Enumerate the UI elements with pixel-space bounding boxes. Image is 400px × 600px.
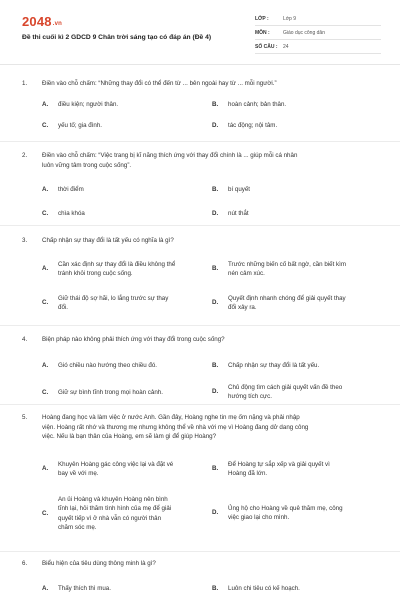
option-text xyxy=(58,294,212,313)
option-text: Gió chiều nào hướng theo chiều đó. xyxy=(58,361,158,369)
option-letter: B. xyxy=(212,265,219,273)
option-letter: D. xyxy=(212,299,219,307)
question-line: Hoàng đang học và làm việc ở nước Anh. Gần đây, Hoàng nghe tin mẹ ốm nặng và phải nhập xyxy=(42,414,300,421)
question-divider xyxy=(0,141,400,142)
option-line: bay về với mẹ. xyxy=(58,470,99,477)
option-text xyxy=(228,504,382,523)
option-text: bí quyết xyxy=(228,186,251,193)
question-4 xyxy=(22,335,382,400)
option-text xyxy=(228,460,382,479)
question-text xyxy=(22,413,382,442)
logo-suffix: .vn xyxy=(52,21,63,27)
option-text: điều kiện; người thân. xyxy=(58,100,119,108)
option-text: Giữ sự bình tĩnh trong mọi hoàn cảnh. xyxy=(58,388,163,396)
option-c[interactable] xyxy=(42,294,212,313)
option-d[interactable] xyxy=(212,121,382,131)
option-letter: C. xyxy=(42,388,49,396)
option-line: Trước những biến cố bất ngờ, cần biết kìm xyxy=(228,260,346,268)
option-a[interactable] xyxy=(42,361,212,371)
option-b[interactable] xyxy=(212,260,382,279)
option-text xyxy=(58,495,212,533)
question-number: 5. xyxy=(22,414,28,421)
question-3 xyxy=(22,236,382,311)
question-line: việc. Nếu là bạn thân của Hoàng, em sẽ làm gì để giúp Hoàng? xyxy=(42,433,217,440)
option-line: Quyết định nhanh chóng để giải quyết thay xyxy=(228,294,346,302)
meta-label: LỚP : xyxy=(255,15,269,22)
option-letter: A. xyxy=(42,265,49,273)
option-letter: B. xyxy=(212,361,219,369)
option-line: Chủ động tìm cách giải quyết vấn đề theo xyxy=(228,383,343,391)
exam-meta-box xyxy=(255,12,381,54)
question-6 xyxy=(22,559,382,592)
question-number: 4. xyxy=(22,336,28,343)
option-text xyxy=(58,260,212,279)
option-c[interactable] xyxy=(42,121,202,131)
option-d[interactable] xyxy=(212,294,382,313)
option-line: đổi. xyxy=(58,304,68,311)
option-text: yếu tố; gia đình. xyxy=(58,121,103,129)
option-text: Chấp nhận sự thay đổi là tất yếu. xyxy=(228,361,320,369)
question-divider xyxy=(0,551,400,552)
question-number: 1. xyxy=(22,80,28,87)
option-line: tránh khỏi trong cuộc sống. xyxy=(58,270,133,277)
logo-text: 2048 xyxy=(22,14,52,29)
meta-row-class xyxy=(255,12,381,26)
page-header xyxy=(0,0,400,64)
option-line: An ủi Hoàng và khuyên Hoàng nên bình xyxy=(58,495,168,503)
option-d[interactable] xyxy=(212,504,382,523)
meta-value: Giáo dục công dân xyxy=(283,29,325,36)
question-divider xyxy=(0,404,400,405)
option-a[interactable] xyxy=(42,100,202,110)
option-text: hoàn cảnh; bản thân. xyxy=(228,100,287,108)
option-text: Thấy thích thì mua. xyxy=(58,584,111,592)
option-line: đổi xảy ra. xyxy=(228,304,257,311)
question-text xyxy=(22,151,382,170)
option-letter: A. xyxy=(42,465,49,473)
option-text: nút thắt xyxy=(228,210,249,217)
option-text xyxy=(58,460,212,479)
option-line: việc giao lại cho mình. xyxy=(228,514,290,521)
question-line: Biện pháp nào không phải thích ứng với thay đổi trong cuộc sống? xyxy=(42,336,225,343)
question-line: viện. Hoàng rất nhớ và thương mẹ nhưng không thể về nhà với mẹ vì Hoàng đang dở dang công xyxy=(42,423,309,431)
question-number: 3. xyxy=(22,237,28,244)
option-letter: A. xyxy=(42,100,49,108)
option-line: nén cảm xúc. xyxy=(228,270,265,277)
option-c[interactable] xyxy=(42,209,202,219)
question-5 xyxy=(22,413,382,531)
option-line: Giữ thái độ sợ hãi, lo lắng trước sự thay xyxy=(58,294,169,302)
question-2 xyxy=(22,151,382,217)
option-letter: B. xyxy=(212,584,219,592)
site-logo[interactable] xyxy=(22,14,62,29)
option-b[interactable] xyxy=(212,361,382,371)
meta-value: Lớp 9 xyxy=(283,15,297,22)
option-line: Để Hoàng tự sắp xếp và giải quyết vì xyxy=(228,460,330,468)
meta-row-subject xyxy=(255,26,381,40)
question-line: Điền vào chỗ chấm: “Việc trang bị kĩ năng thích ứng với thay đổi chính là ... giúp mỗi cá nhân xyxy=(42,152,298,159)
meta-label: SỐ CÂU : xyxy=(255,43,278,50)
question-line: Chấp nhận sự thay đổi là tất yếu có nghĩa là gì? xyxy=(42,237,174,244)
option-a[interactable] xyxy=(42,460,212,479)
question-line: Điền vào chỗ chấm: “Những thay đổi có thể đến từ ... bên ngoài hay từ ... mỗi người.” xyxy=(42,80,277,87)
meta-value: 24 xyxy=(283,43,289,50)
option-letter: B. xyxy=(212,186,219,193)
meta-label: MÔN : xyxy=(255,29,270,36)
option-b[interactable] xyxy=(212,100,382,110)
option-letter: C. xyxy=(42,299,49,307)
option-line: chăm sóc mẹ. xyxy=(58,524,97,531)
option-c[interactable] xyxy=(42,495,212,533)
option-line: Cần xác định sự thay đổi là điều không thể xyxy=(58,260,176,268)
option-b[interactable] xyxy=(212,185,382,195)
option-letter: A. xyxy=(42,584,49,592)
option-letter: C. xyxy=(42,121,49,129)
option-line: hướng tích cực. xyxy=(228,393,272,400)
option-letter: D. xyxy=(212,388,219,396)
exam-title: Đề thi cuối kì 2 GDCD 9 Chân trời sáng tạo có đáp án (Đề 4) xyxy=(22,34,212,41)
option-text xyxy=(228,294,382,313)
question-text xyxy=(22,79,382,89)
option-a[interactable] xyxy=(42,185,202,195)
question-number: 6. xyxy=(22,560,28,567)
header-divider xyxy=(0,64,400,65)
option-text: chìa khóa xyxy=(58,210,85,217)
option-a[interactable] xyxy=(42,584,212,594)
option-letter: D. xyxy=(212,121,219,129)
question-text xyxy=(22,236,382,246)
question-1 xyxy=(22,79,382,129)
option-letter: C. xyxy=(42,210,49,217)
question-line: Biểu hiện của tiêu dùng thông minh là gì? xyxy=(42,560,156,567)
option-d[interactable] xyxy=(212,383,382,402)
option-letter: D. xyxy=(212,210,219,217)
question-line: luôn vững tâm trong cuộc sống”. xyxy=(42,161,132,169)
option-text xyxy=(228,383,382,402)
question-text xyxy=(22,559,382,569)
option-b[interactable] xyxy=(212,460,382,479)
option-b[interactable] xyxy=(212,584,382,594)
option-line: Hoàng đã lớn. xyxy=(228,470,268,477)
option-text: thời điểm xyxy=(58,186,84,193)
question-divider xyxy=(0,325,400,326)
option-text: Luôn chi tiêu có kế hoạch. xyxy=(228,584,300,592)
option-line: tĩnh lại, hỏi thăm tình hình của mẹ để giải xyxy=(58,505,172,512)
option-letter: A. xyxy=(42,186,49,193)
option-line: Khuyên Hoàng gác công việc lại và đặt vé xyxy=(58,460,174,468)
option-line: Ủng hộ cho Hoàng về quê thăm mẹ, công xyxy=(228,504,343,512)
option-text xyxy=(228,260,382,279)
option-letter: A. xyxy=(42,361,49,369)
option-letter: C. xyxy=(42,509,49,517)
option-line: quyết tiếp vì ở nhà vẫn có người thân xyxy=(58,514,162,522)
question-divider xyxy=(0,225,400,226)
option-text: tác động; nội tâm. xyxy=(228,121,278,129)
question-number: 2. xyxy=(22,152,28,159)
option-d[interactable] xyxy=(212,209,382,219)
option-letter: B. xyxy=(212,465,219,473)
option-letter: D. xyxy=(212,509,219,517)
option-letter: B. xyxy=(212,100,219,108)
option-a[interactable] xyxy=(42,260,212,279)
option-c[interactable] xyxy=(42,388,212,398)
question-text xyxy=(22,335,382,345)
meta-row-question-count xyxy=(255,40,381,54)
